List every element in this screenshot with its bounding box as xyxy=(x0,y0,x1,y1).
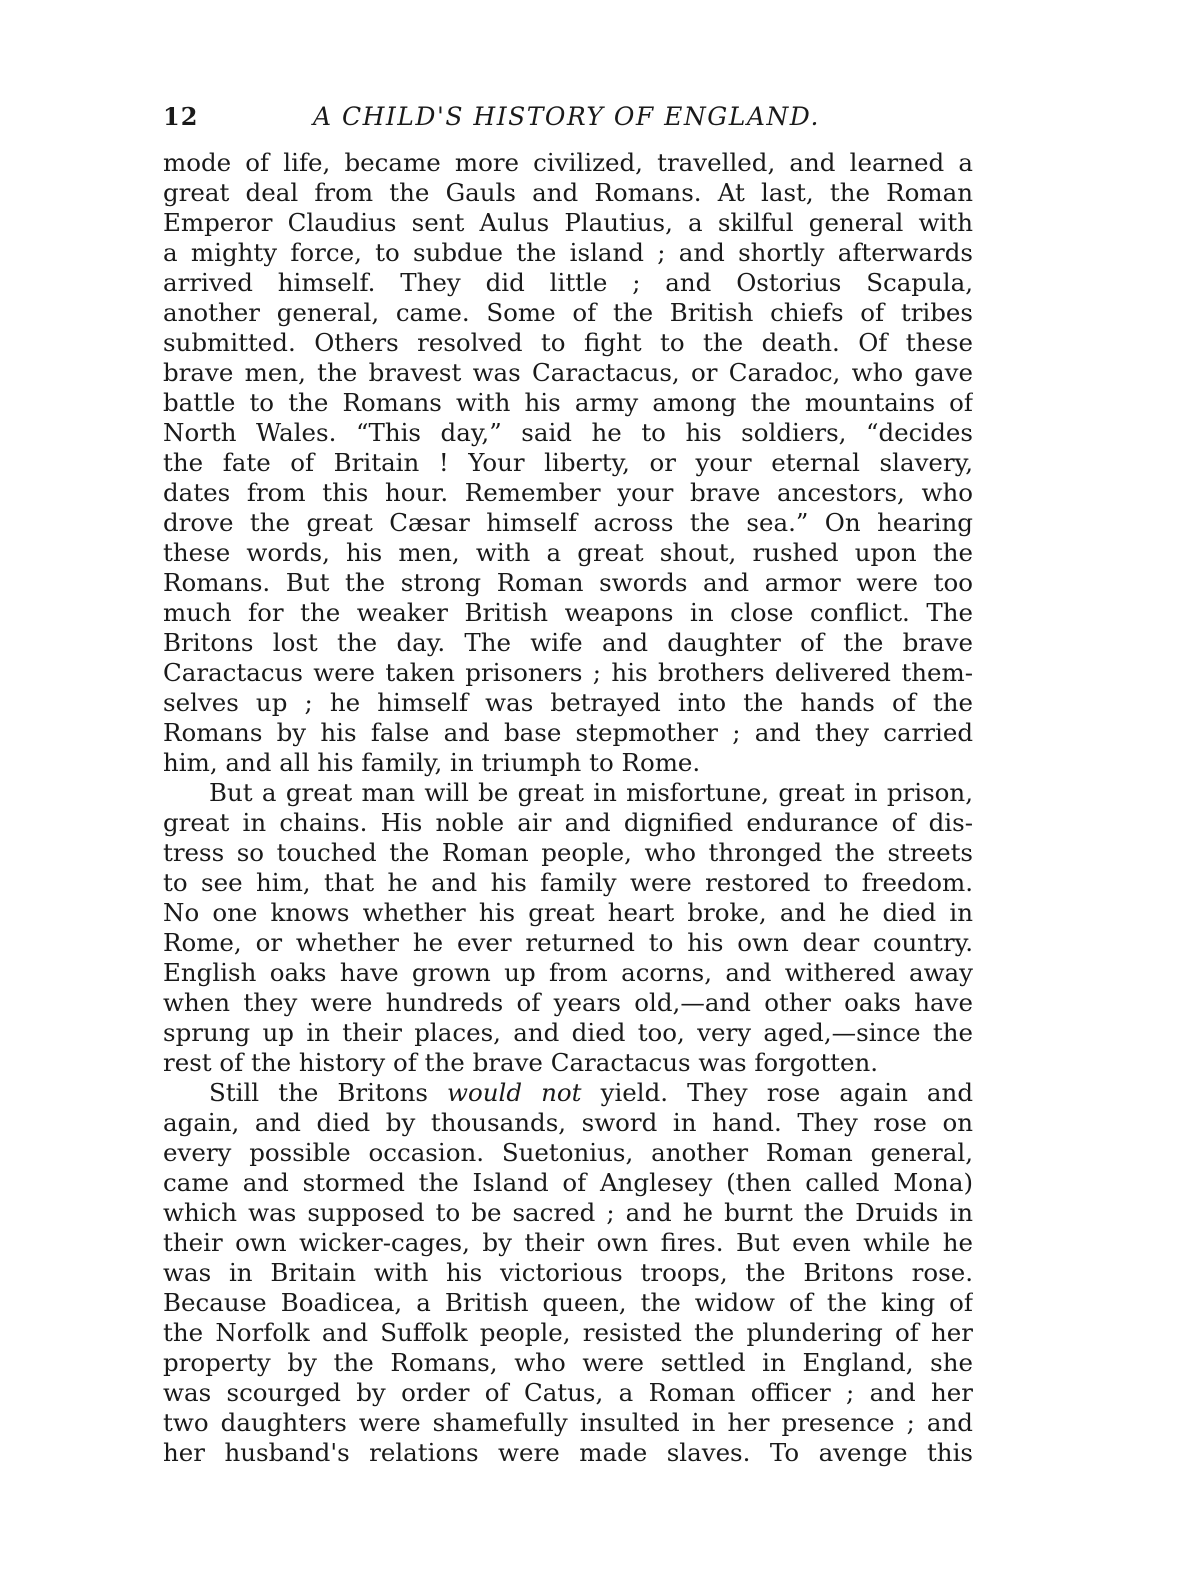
text-line: which was supposed to be sacred ; and he burnt the Druids in xyxy=(163,1198,973,1227)
text-line: to see him, that he and his family were restored to freedom. xyxy=(163,868,973,897)
text-run: yield. They rose again and xyxy=(581,1078,973,1107)
text-line: came and stormed the Island of Anglesey (then called Mona) xyxy=(163,1168,973,1197)
text-line: arrived himself. They did little ; and Ostorius Scapula, xyxy=(163,268,973,297)
text-line: the Norfolk and Suffolk people, resisted the plundering of her xyxy=(163,1318,973,1347)
page-number: 12 xyxy=(163,102,199,131)
text-line: brave men, the bravest was Caractacus, or Caradoc, who gave xyxy=(163,358,973,387)
text-line: these words, his men, with a great shout, rushed upon the xyxy=(163,538,973,567)
text-line: English oaks have grown up from acorns, and withered away xyxy=(163,958,973,987)
page-header xyxy=(163,102,973,142)
text-line: when they were hundreds of years old,—and other oaks have xyxy=(163,988,973,1017)
text-line: again, and died by thousands, sword in hand. They rose on xyxy=(163,1108,973,1137)
text-line: No one knows whether his great heart broke, and he died in xyxy=(163,898,973,927)
text-line: Because Boadicea, a British queen, the widow of the king of xyxy=(163,1288,973,1317)
text-line: Caractacus were taken prisoners ; his brothers delivered them- xyxy=(163,658,973,687)
text-line: battle to the Romans with his army among the mountains of xyxy=(163,388,973,417)
text-line: Britons lost the day. The wife and daughter of the brave xyxy=(163,628,973,657)
text-line: tress so touched the Roman people, who thronged the streets xyxy=(163,838,973,867)
text-line: a mighty force, to subdue the island ; and shortly afterwards xyxy=(163,238,973,267)
text-line: her husband's relations were made slaves. To avenge this xyxy=(163,1438,973,1467)
text-line: property by the Romans, who were settled in England, she xyxy=(163,1348,973,1377)
text-line: drove the great Cæsar himself across the sea.” On hearing xyxy=(163,508,973,537)
text-line: great deal from the Gauls and Romans. At last, the Roman xyxy=(163,178,973,207)
text-line: great in chains. His noble air and dignified endurance of dis- xyxy=(163,808,973,837)
text-line: dates from this hour. Remember your brave ancestors, who xyxy=(163,478,973,507)
text-line-emphasis xyxy=(163,1078,973,1108)
text-line: Rome, or whether he ever returned to his own dear country. xyxy=(163,928,973,957)
text-line: mode of life, became more civilized, travelled, and learned a xyxy=(163,148,973,177)
text-line: submitted. Others resolved to fight to the death. Of these xyxy=(163,328,973,357)
text-line: was in Britain with his victorious troops, the Britons rose. xyxy=(163,1258,973,1287)
text-line: him, and all his family, in triumph to Rome. xyxy=(163,748,701,777)
text-line: selves up ; he himself was betrayed into the hands of the xyxy=(163,688,973,717)
text-line: much for the weaker British weapons in close conflict. The xyxy=(163,598,973,627)
text-line: two daughters were shamefully insulted in her presence ; and xyxy=(163,1408,973,1437)
text-run: Still the Britons xyxy=(209,1078,448,1107)
italic-phrase: would not xyxy=(447,1078,582,1107)
running-title: A CHILD'S HISTORY OF ENGLAND. xyxy=(313,102,820,131)
text-line: rest of the history of the brave Caractacus was forgotten. xyxy=(163,1048,879,1077)
text-line: the fate of Britain ! Your liberty, or your eternal slavery, xyxy=(163,448,973,477)
text-line: Romans. But the strong Roman swords and armor were too xyxy=(163,568,973,597)
text-line: their own wicker-cages, by their own fires. But even while he xyxy=(163,1228,973,1257)
text-line: sprung up in their places, and died too, very aged,—since the xyxy=(163,1018,973,1047)
text-line: every possible occasion. Suetonius, another Roman general, xyxy=(163,1138,973,1167)
text-line: another general, came. Some of the British chiefs of tribes xyxy=(163,298,973,327)
text-line: Emperor Claudius sent Aulus Plautius, a skilful general with xyxy=(163,208,973,237)
text-line: But a great man will be great in misfortune, great in prison, xyxy=(209,778,973,807)
text-line: was scourged by order of Catus, a Roman officer ; and her xyxy=(163,1378,973,1407)
body-text xyxy=(163,148,973,1468)
text-line: Romans by his false and base stepmother ; and they carried xyxy=(163,718,973,747)
text-line: North Wales. “This day,” said he to his soldiers, “decides xyxy=(163,418,973,447)
